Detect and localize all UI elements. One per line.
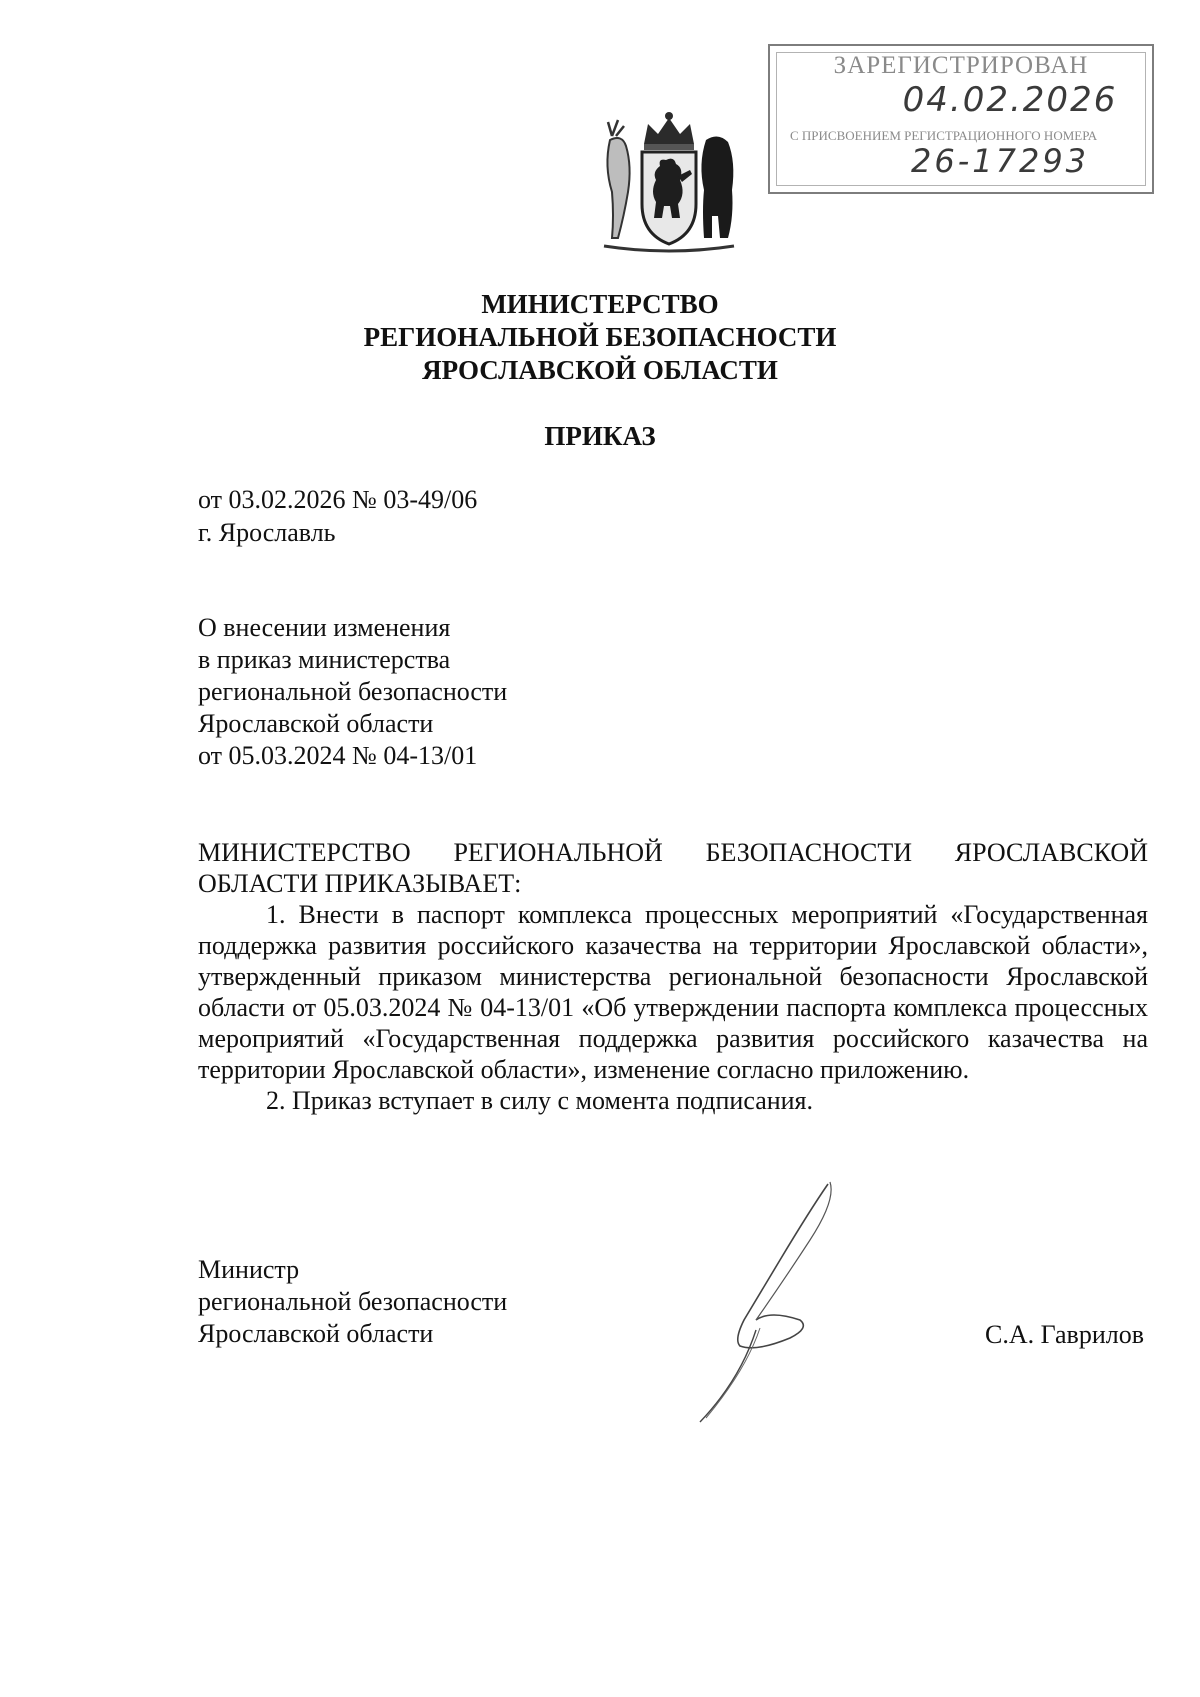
document-subject <box>198 612 507 772</box>
document-body <box>198 837 1148 1116</box>
document-type: ПРИКАЗ <box>544 421 656 451</box>
document-city: г. Ярославль <box>198 518 336 547</box>
subject-line: от 05.03.2024 № 04-13/01 <box>198 741 478 770</box>
body-intro-line1: МИНИСТЕРСТВО РЕГИОНАЛЬНОЙ БЕЗОПАСНОСТИ ЯРОСЛАВСКОЙ <box>198 838 1148 867</box>
signatory-position <box>198 1254 507 1350</box>
ministry-name <box>0 288 1200 387</box>
signatory-position-line: региональной безопасности <box>198 1287 508 1316</box>
yaroslavl-coat-of-arms-icon <box>594 106 744 256</box>
subject-line: О внесении изменения <box>198 613 451 642</box>
subject-line: в приказ министерства <box>198 645 451 674</box>
signatory-position-line: Министр <box>198 1255 300 1284</box>
subject-line: региональной безопасности <box>198 677 508 706</box>
body-intro-line2: ОБЛАСТИ ПРИКАЗЫВАЕТ: <box>198 869 522 898</box>
document-date-number: от 03.02.2026 № 03-49/06 <box>198 485 478 514</box>
body-paragraph-2: 2. Приказ вступает в силу с момента подписания. <box>266 1086 814 1115</box>
signatory-position-line: Ярославской области <box>198 1319 434 1348</box>
stamp-number: 26-17293 <box>910 142 1090 180</box>
ministry-line: МИНИСТЕРСТВО <box>481 289 719 319</box>
stamp-date: 04.02.2026 <box>902 80 1118 120</box>
stamp-title: ЗАРЕГИСТРИРОВАН <box>833 52 1089 79</box>
ministry-line: РЕГИОНАЛЬНОЙ БЕЗОПАСНОСТИ <box>363 322 837 352</box>
body-paragraph-1: 1. Внести в паспорт комплекса процессных мероприятий «Государственная поддержка развития российского казачества на территории Ярославской области», утвержденный приказом министерства региональной безопасности Ярославской области от 05.03.2024 № 04-13/01 «Об утверждении паспорта комплекса процессных мероприятий «Государственная поддержка развития российского казачества на территории Ярославской области», изменение согласно приложению. <box>198 900 1148 1084</box>
stamp-caption: С ПРИСВОЕНИЕМ РЕГИСТРАЦИОННОГО НОМЕРА <box>790 128 1098 143</box>
handwritten-signature <box>660 1170 880 1430</box>
signatory-name: С.А. Гаврилов <box>985 1320 1144 1349</box>
subject-line: Ярославской области <box>198 709 434 738</box>
ministry-line: ЯРОСЛАВСКОЙ ОБЛАСТИ <box>422 355 778 385</box>
